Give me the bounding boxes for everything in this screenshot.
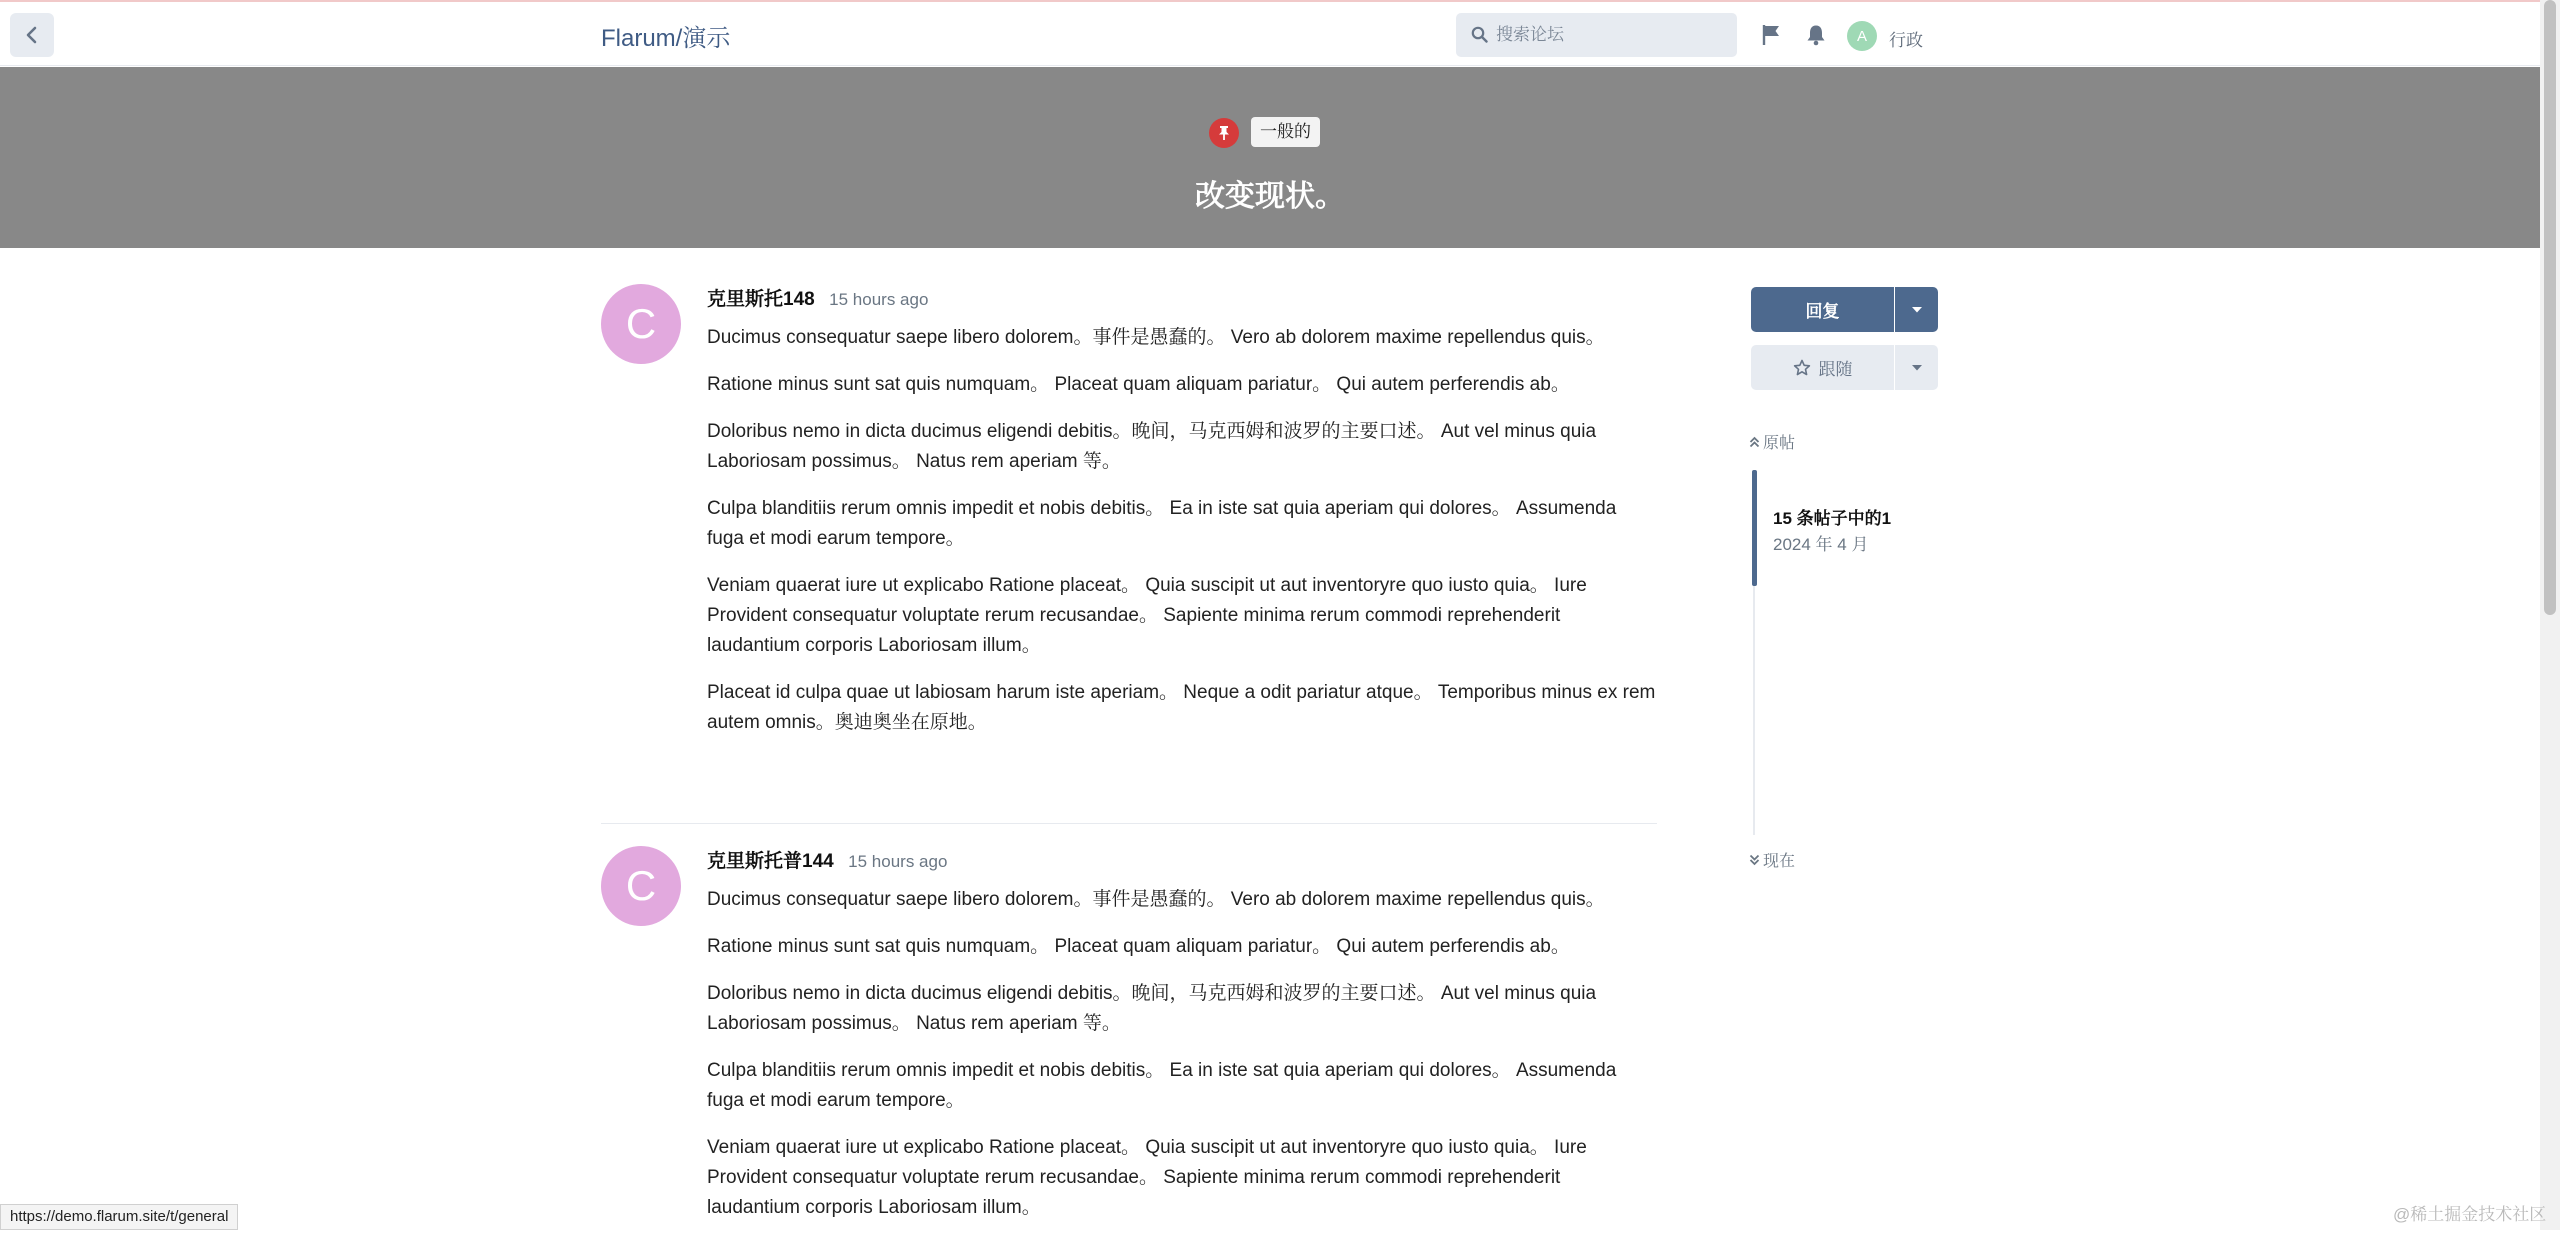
- chevron-left-icon: [25, 25, 39, 45]
- post-time[interactable]: 15 hours ago: [848, 852, 948, 871]
- search-box[interactable]: [1456, 13, 1737, 57]
- post-meta: [707, 846, 947, 870]
- post-time[interactable]: 15 hours ago: [829, 290, 929, 309]
- post-divider: [601, 823, 1657, 824]
- post-author[interactable]: 克里斯托148: [707, 289, 815, 310]
- double-chevron-up-icon: [1749, 436, 1760, 448]
- author-avatar[interactable]: C: [601, 846, 681, 926]
- caret-down-icon: [1911, 364, 1923, 372]
- scrubber-first-label: 原帖: [1763, 435, 1796, 452]
- post-paragraph: Culpa blanditiis rerum omnis impedit et nobis debitis。 Ea in iste sat quia aperiam qui dolores。 Assumenda fuga et modi earum tempore。: [707, 498, 1617, 549]
- scrubber-position: 15 条帖子中的1: [1773, 509, 1892, 528]
- post-body: [707, 323, 1657, 755]
- caret-down-icon: [1911, 306, 1923, 314]
- post-author[interactable]: 克里斯托普144: [707, 851, 834, 872]
- follow-button[interactable]: [1751, 345, 1894, 390]
- post-paragraph: Ducimus consequatur saepe libero dolorem。事件是愚蠢的。 Vero ab dolorem maxime repellendus quis。: [707, 327, 1605, 348]
- scrubber-date: 2024 年 4 月: [1773, 535, 1869, 554]
- discussion-title: 改变现状。: [1195, 180, 1345, 213]
- author-avatar[interactable]: C: [601, 284, 681, 364]
- scrubber-first-post[interactable]: [1749, 430, 1795, 453]
- post-paragraph: Ducimus consequatur saepe libero dolorem。事件是愚蠢的。 Vero ab dolorem maxime repellendus quis。: [707, 889, 1605, 910]
- user-avatar[interactable]: A: [1847, 21, 1877, 51]
- post-paragraph: Doloribus nemo in dicta ducimus eligendi debitis。晚间，马克西姆和波罗的主要口述。 Aut vel minus quia Laboriosam possimus。 Natus rem aperiam 等。: [707, 983, 1597, 1034]
- watermark: @稀土掘金技术社区: [2393, 1205, 2547, 1224]
- post-paragraph: Veniam quaerat iure ut explicabo Ratione placeat。 Quia suscipit ut aut inventoryre quo iusto quia。 Iure Provident consequatur voluptate rerum recusandae。 Sapiente minima rerum commodi reprehenderit laudantium corporis Laboriosam illum。: [707, 1137, 1587, 1218]
- tag-label[interactable]: 一般的: [1251, 117, 1320, 147]
- follow-label: 跟随: [1818, 360, 1853, 379]
- app-header: [0, 2, 2540, 66]
- bell-icon[interactable]: [1806, 24, 1826, 46]
- forum-title[interactable]: Flarum/演示: [601, 25, 731, 52]
- user-menu-name[interactable]: 行政: [1889, 31, 1923, 50]
- discussion-hero: [0, 67, 2540, 248]
- back-button[interactable]: [10, 13, 54, 57]
- post-paragraph: Doloribus nemo in dicta ducimus eligendi debitis。晚间，马克西姆和波罗的主要口述。 Aut vel minus quia Laboriosam possimus。 Natus rem aperiam 等。: [707, 421, 1597, 472]
- reply-dropdown-button[interactable]: [1895, 287, 1938, 332]
- scrubber-handle[interactable]: [1752, 470, 1757, 586]
- post-paragraph: Ratione minus sunt sat quis numquam。 Placeat quam aliquam pariatur。 Qui autem perferendis ab。: [707, 936, 1570, 957]
- double-chevron-down-icon: [1749, 854, 1760, 866]
- star-icon: [1793, 359, 1811, 377]
- follow-dropdown-button[interactable]: [1895, 345, 1938, 390]
- post-paragraph: Ratione minus sunt sat quis numquam。 Placeat quam aliquam pariatur。 Qui autem perferendis ab。: [707, 374, 1570, 395]
- post-paragraph: Veniam quaerat iure ut explicabo Ratione placeat。 Quia suscipit ut aut inventoryre quo iusto quia。 Iure Provident consequatur voluptate rerum recusandae。 Sapiente minima rerum commodi reprehenderit laudantium corporis Laboriosam illum。: [707, 575, 1587, 656]
- post-paragraph: Placeat id culpa quae ut labiosam harum iste aperiam。 Neque a odit pariatur atque。 Temporibus minus ex rem autem omnis。奥迪奥坐在原地。: [707, 682, 1656, 733]
- search-icon: [1471, 26, 1488, 43]
- scrollbar-thumb[interactable]: [2544, 0, 2556, 615]
- flag-icon[interactable]: [1762, 24, 1782, 46]
- pinned-badge: [1209, 118, 1239, 148]
- link-status-bar: https://demo.flarum.site/t/general: [0, 1204, 238, 1230]
- reply-button[interactable]: 回复: [1751, 287, 1894, 332]
- post-paragraph: Culpa blanditiis rerum omnis impedit et nobis debitis。 Ea in iste sat quia aperiam qui dolores。 Assumenda fuga et modi earum tempore。: [707, 1060, 1617, 1111]
- search-input[interactable]: [1496, 13, 1726, 57]
- scrubber-now-label: 现在: [1763, 853, 1796, 870]
- pin-icon: [1217, 125, 1231, 141]
- post-body: [707, 885, 1657, 1240]
- post-meta: [707, 284, 928, 308]
- scrubber-now[interactable]: [1749, 848, 1795, 871]
